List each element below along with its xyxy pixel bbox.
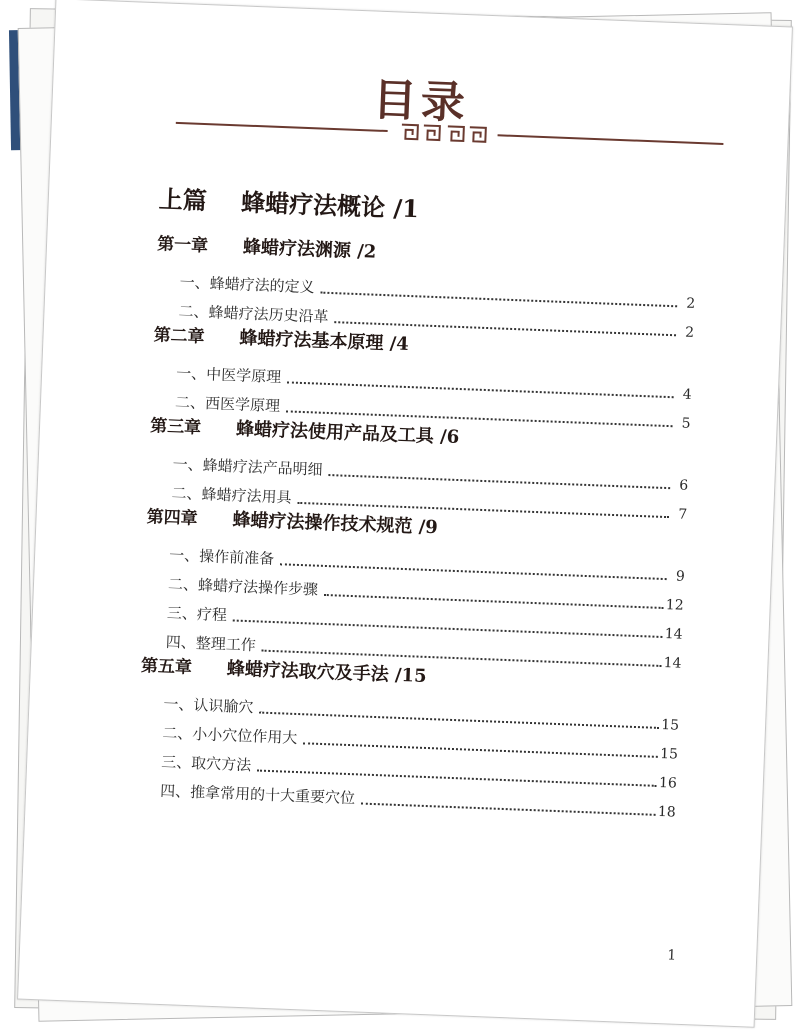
toc-entry-label: 二、小小穴位作用大 — [162, 723, 298, 748]
dot-leader — [361, 802, 656, 816]
toc-page — [17, 0, 793, 1028]
toc-entry-label: 二、西医学原理 — [174, 393, 281, 416]
toc-entry-page: 4 — [682, 386, 693, 403]
toc-entry-label: 三、疗程 — [166, 603, 228, 625]
chapter-label: 第二章 — [153, 325, 205, 348]
toc-entry-label: 二、蜂蜡疗法操作步骤 — [167, 574, 319, 599]
page-number: 1 — [666, 947, 677, 964]
toc-entry-page: 7 — [677, 506, 688, 523]
toc-entry-page: 6 — [679, 477, 689, 494]
part-title: 蜂蜡疗法概论 /1 — [240, 187, 420, 224]
chapter-title: 蜂蜡疗法操作技术规范 /9 — [232, 509, 439, 539]
toc-entry-label: 一、认识腧穴 — [163, 694, 254, 717]
toc-entry-page: 2 — [684, 324, 695, 341]
chapter-title: 蜂蜡疗法基本原理 /4 — [239, 327, 410, 356]
toc-entry-label: 一、中医学原理 — [175, 364, 282, 387]
toc-entry-page: 14 — [664, 626, 683, 643]
toc-entry-page: 9 — [675, 568, 686, 585]
toc-entry-page: 18 — [657, 803, 677, 821]
table-of-contents — [136, 179, 699, 820]
chapter-title: 蜂蜡疗法取穴及手法 /15 — [226, 658, 427, 687]
toc-entry-page: 15 — [659, 745, 679, 763]
toc-entry-label: 一、蜂蜡疗法产品明细 — [172, 455, 323, 479]
toc-entry-page: 14 — [663, 655, 682, 672]
toc-entry-label: 四、整理工作 — [165, 632, 257, 655]
toc-entry-label: 二、蜂蜡疗法历史沿革 — [178, 302, 329, 326]
toc-entry-page: 16 — [658, 774, 678, 792]
chapter-label: 第三章 — [149, 416, 202, 439]
toc-entry-label: 一、操作前准备 — [168, 545, 275, 569]
toc-entry-label: 四、推拿常用的十大重要穴位 — [159, 781, 356, 808]
chapter-title: 蜂蜡疗法渊源 /2 — [242, 236, 377, 263]
toc-entry-page: 12 — [665, 597, 684, 614]
meander-ornament-icon — [397, 120, 490, 146]
toc-entry-label: 一、蜂蜡疗法的定义 — [179, 273, 315, 297]
toc-entry-page: 5 — [681, 415, 691, 432]
chapter-label: 第五章 — [140, 655, 193, 678]
chapter-label: 第一章 — [156, 234, 209, 257]
chapter-label: 第四章 — [146, 507, 198, 530]
chapter-title: 蜂蜡疗法使用产品及工具 /6 — [235, 418, 460, 449]
page-title: 目录 — [371, 74, 470, 130]
part-label: 上篇 — [158, 184, 208, 216]
toc-entry-page: 15 — [660, 716, 680, 734]
toc-entry-label: 二、蜂蜡疗法用具 — [171, 484, 292, 507]
toc-entry-page: 2 — [686, 295, 696, 312]
toc-entry-label: 三、取穴方法 — [160, 752, 252, 775]
